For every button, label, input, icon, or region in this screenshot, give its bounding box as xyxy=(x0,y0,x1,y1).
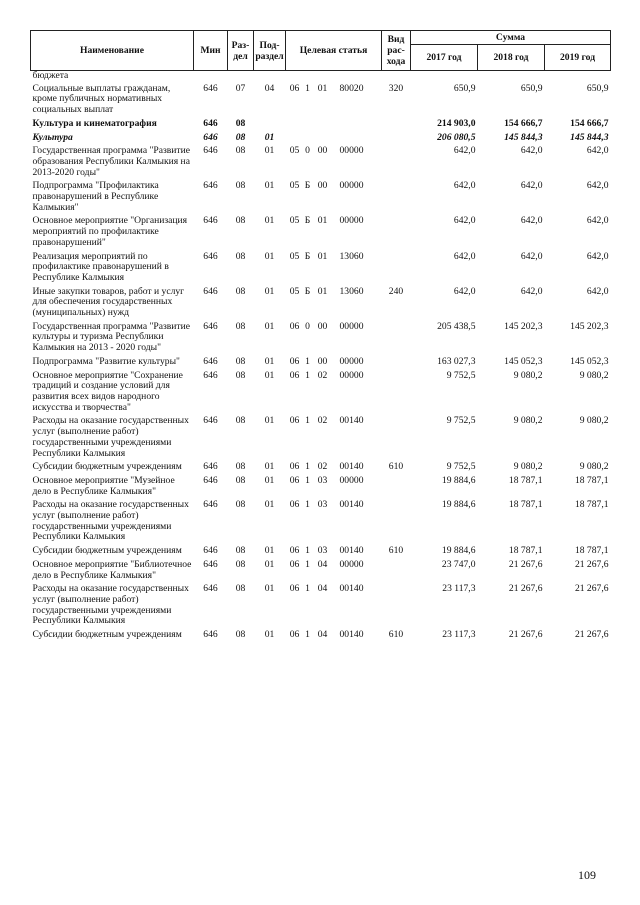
table-body xyxy=(31,71,611,644)
target-code-part: 06 xyxy=(289,545,300,557)
target-code-part: 1 xyxy=(305,499,310,511)
row-podrazdel xyxy=(254,119,286,133)
table-row xyxy=(31,416,611,462)
target-code-part: 80020 xyxy=(339,82,364,94)
target-code-part: 1 xyxy=(305,82,310,94)
row-amount-2018: 21 267,6 xyxy=(508,583,543,595)
row-amount-2018: 650,9 xyxy=(520,82,543,94)
target-code-part: 06 xyxy=(289,499,300,511)
row-name: Подпрограмма "Развитие культуры" xyxy=(32,355,180,367)
target-code-part: Б xyxy=(304,180,311,192)
row-name: Расходы на оказание государственных услуг (выполнение работ) государственными учреждениями Республики Калмыкия xyxy=(32,499,189,543)
row-min: 646 xyxy=(203,415,218,427)
table-row xyxy=(31,476,611,500)
row-razdel: 08 xyxy=(235,583,246,595)
target-code-part: 1 xyxy=(305,629,310,641)
target-code-part: 00000 xyxy=(339,369,364,381)
target-code-part: 1 xyxy=(305,461,310,473)
target-code-part: 01 xyxy=(317,82,328,94)
row-target-code xyxy=(286,252,382,287)
target-code-part: 1 xyxy=(305,415,310,427)
target-code-part: Б xyxy=(304,215,311,227)
row-amount-2019: 642,0 xyxy=(586,215,609,227)
row-name: Расходы на оказание государственных услуг (выполнение работ) государственными учреждениями Республики Калмыкия xyxy=(32,415,189,459)
row-podrazdel: 01 xyxy=(264,461,275,473)
target-code-part: 00140 xyxy=(339,499,364,511)
header-target: Целевая статья xyxy=(286,31,382,71)
row-amount-2017: 23 117,3 xyxy=(442,583,476,595)
row-amount-2018 xyxy=(478,71,545,84)
row-amount-2018: 21 267,6 xyxy=(508,558,543,570)
row-vid xyxy=(382,584,411,630)
target-code-part: 06 xyxy=(289,583,300,595)
header-razdel: Раз-дел xyxy=(228,31,254,71)
target-code-part: 04 xyxy=(317,583,328,595)
row-podrazdel: 01 xyxy=(264,499,275,511)
row-target-code xyxy=(286,630,382,644)
row-name: Государственная программа "Развитие образования Республики Калмыкия на 2013-2020 годы" xyxy=(32,145,191,178)
row-amount-2019 xyxy=(545,71,611,84)
row-razdel: 08 xyxy=(235,558,246,570)
row-name: Субсидии бюджетным учреждениям xyxy=(32,545,182,557)
row-amount-2019: 642,0 xyxy=(586,180,609,192)
row-amount-2019: 642,0 xyxy=(586,250,609,262)
target-code-part: 06 xyxy=(289,474,300,486)
row-amount-2017: 19 884,6 xyxy=(441,474,476,486)
row-amount-2017: 19 884,6 xyxy=(441,499,476,511)
row-name: Реализация мероприятий по профилактике правонарушений в Республике Калмыкия xyxy=(32,250,169,283)
row-target-code xyxy=(286,181,382,216)
row-vid: 610 xyxy=(388,545,404,557)
row-vid xyxy=(382,252,411,287)
row-amount-2019: 21 267,6 xyxy=(574,629,609,641)
row-vid: 610 xyxy=(388,629,404,641)
row-vid xyxy=(382,560,411,584)
row-razdel: 08 xyxy=(235,285,246,297)
row-target-code xyxy=(286,462,382,476)
row-name: Субсидии бюджетным учреждениям xyxy=(32,461,182,473)
row-min: 646 xyxy=(203,629,218,641)
row-amount-2017: 23 747,0 xyxy=(441,558,476,570)
row-amount-2017: 642,0 xyxy=(453,285,476,297)
header-name: Наименование xyxy=(31,31,194,71)
target-code-part: 04 xyxy=(317,558,328,570)
row-vid xyxy=(382,119,411,133)
row-target-code xyxy=(286,71,382,84)
row-name: Основное мероприятие "Сохранение традиций и создание условий для развития всех видов народного искусства и творчества" xyxy=(32,369,183,413)
row-amount-2018: 145 202,3 xyxy=(504,320,543,332)
table-row xyxy=(31,71,611,84)
row-name: Основное мероприятие "Музейное дело в Республике Калмыкия" xyxy=(32,474,175,497)
header-year-2019: 2019 год xyxy=(545,45,611,71)
target-code-part: 06 xyxy=(289,355,300,367)
table-row xyxy=(31,546,611,560)
target-code-part: 05 xyxy=(289,145,300,157)
target-code-part: 00000 xyxy=(339,180,364,192)
row-podrazdel: 01 xyxy=(264,369,275,381)
target-code-part: 06 xyxy=(289,461,300,473)
row-amount-2018: 9 080,2 xyxy=(513,461,543,473)
row-vid xyxy=(382,181,411,216)
target-code-part: 1 xyxy=(305,583,310,595)
row-min: 646 xyxy=(203,558,218,570)
row-amount-2018: 18 787,1 xyxy=(508,499,543,511)
row-vid xyxy=(382,322,411,357)
row-min: 646 xyxy=(203,545,218,557)
row-min: 646 xyxy=(203,117,218,129)
table-row xyxy=(31,181,611,216)
row-name: Расходы на оказание государственных услуг (выполнение работ) государственными учреждениями Республики Калмыкия xyxy=(32,583,189,627)
header-podrazdel: Под-раздел xyxy=(254,31,286,71)
row-target-code xyxy=(286,476,382,500)
row-amount-2019: 21 267,6 xyxy=(574,583,609,595)
row-min: 646 xyxy=(203,461,218,473)
row-podrazdel: 01 xyxy=(264,320,275,332)
row-name: Основное мероприятие "Библиотечное дело в Республике Калмыкия" xyxy=(32,558,192,581)
table-row xyxy=(31,357,611,371)
row-podrazdel: 01 xyxy=(264,558,275,570)
row-razdel: 08 xyxy=(235,461,246,473)
row-amount-2019: 145 844,3 xyxy=(570,131,609,143)
budget-document xyxy=(30,30,610,644)
row-vid xyxy=(382,216,411,251)
row-target-code xyxy=(286,371,382,417)
row-target-code xyxy=(286,84,382,119)
row-amount-2019: 154 666,7 xyxy=(570,117,609,129)
row-podrazdel: 04 xyxy=(264,82,275,94)
row-vid xyxy=(382,133,411,147)
row-min: 646 xyxy=(203,320,218,332)
row-amount-2017: 214 903,0 xyxy=(437,117,476,129)
row-target-code xyxy=(286,287,382,322)
row-vid xyxy=(382,357,411,371)
row-razdel: 08 xyxy=(235,131,246,143)
target-code-part: 13060 xyxy=(339,250,364,262)
header-year-2018: 2018 год xyxy=(478,45,545,71)
table-row xyxy=(31,560,611,584)
target-code-part: 02 xyxy=(317,415,328,427)
target-code-part: 1 xyxy=(305,545,310,557)
table-row xyxy=(31,630,611,644)
row-amount-2017: 23 117,3 xyxy=(442,629,476,641)
target-code-part: 06 xyxy=(289,369,300,381)
target-code-part: 03 xyxy=(317,545,328,557)
row-vid xyxy=(382,476,411,500)
row-min: 646 xyxy=(203,215,218,227)
row-name: Иные закупки товаров, работ и услуг для обеспечения государственных (муниципальных) нужд xyxy=(32,285,185,319)
row-podrazdel: 01 xyxy=(264,131,275,143)
target-code-part: 1 xyxy=(305,355,310,367)
target-code-part: 00000 xyxy=(339,355,364,367)
row-vid: 240 xyxy=(388,285,404,297)
target-code-part: 0 xyxy=(305,320,310,332)
target-code-part: 05 xyxy=(289,285,300,297)
row-target-code xyxy=(286,119,382,133)
row-razdel: 08 xyxy=(235,415,246,427)
row-razdel: 08 xyxy=(235,145,246,157)
row-vid: 320 xyxy=(388,82,404,94)
row-name: Основное мероприятие "Организация мероприятий по профилактике правонарушений" xyxy=(32,215,188,248)
row-amount-2018: 21 267,6 xyxy=(508,629,543,641)
row-amount-2017: 163 027,3 xyxy=(437,355,476,367)
row-target-code xyxy=(286,416,382,462)
row-amount-2019: 9 080,2 xyxy=(579,415,609,427)
target-code-part: 01 xyxy=(317,215,328,227)
row-amount-2017: 19 884,6 xyxy=(441,545,476,557)
row-min: 646 xyxy=(203,369,218,381)
row-vid xyxy=(382,146,411,181)
target-code-part: 03 xyxy=(317,474,328,486)
row-podrazdel: 01 xyxy=(264,145,275,157)
header-year-2017: 2017 год xyxy=(411,45,478,71)
table-row xyxy=(31,584,611,630)
row-amount-2017: 9 752,5 xyxy=(446,415,476,427)
row-razdel: 08 xyxy=(235,499,246,511)
row-vid xyxy=(382,416,411,462)
target-code-part: 1 xyxy=(305,558,310,570)
target-code-part: 00 xyxy=(317,320,328,332)
target-code-part: 06 xyxy=(289,82,300,94)
target-code-part: 05 xyxy=(289,215,300,227)
row-amount-2017: 9 752,5 xyxy=(446,369,476,381)
row-name: Субсидии бюджетным учреждениям xyxy=(32,629,182,641)
target-code-part: 03 xyxy=(317,499,328,511)
row-razdel: 08 xyxy=(235,250,246,262)
row-amount-2019: 18 787,1 xyxy=(574,545,609,557)
target-code-part: 05 xyxy=(289,250,300,262)
target-code-part: 06 xyxy=(289,415,300,427)
row-name: Государственная программа "Развитие культуры и туризма Республики Калмыкия на 2013 - 2020 годы" xyxy=(32,320,191,354)
row-amount-2019: 642,0 xyxy=(586,145,609,157)
page-number: 109 xyxy=(578,868,596,882)
target-code-part: 00140 xyxy=(339,545,364,557)
table-row xyxy=(31,119,611,133)
row-amount-2017: 206 080,5 xyxy=(437,131,476,143)
target-code-part: 06 xyxy=(289,320,300,332)
row-min: 646 xyxy=(203,583,218,595)
target-code-part: 00000 xyxy=(339,145,364,157)
row-target-code xyxy=(286,133,382,147)
row-amount-2018: 642,0 xyxy=(520,250,543,262)
row-target-code xyxy=(286,500,382,546)
row-amount-2018: 145 844,3 xyxy=(504,131,543,143)
row-target-code xyxy=(286,357,382,371)
row-amount-2018: 9 080,2 xyxy=(513,415,543,427)
row-amount-2018: 18 787,1 xyxy=(508,545,543,557)
row-amount-2018: 642,0 xyxy=(520,180,543,192)
table-row xyxy=(31,146,611,181)
table-row xyxy=(31,322,611,357)
row-amount-2019: 642,0 xyxy=(586,285,609,297)
target-code-part: 00000 xyxy=(339,215,364,227)
target-code-part: 1 xyxy=(305,474,310,486)
row-amount-2018: 18 787,1 xyxy=(508,474,543,486)
table-header xyxy=(31,31,611,71)
row-name: Подпрограмма "Профилактика правонарушений в Республике Калмыкия" xyxy=(32,180,159,213)
row-razdel: 07 xyxy=(235,82,246,94)
row-amount-2017 xyxy=(411,71,478,84)
table-row xyxy=(31,84,611,119)
row-amount-2018: 154 666,7 xyxy=(504,117,543,129)
table-row xyxy=(31,252,611,287)
row-name: Социальные выплаты гражданам, кроме публичных нормативных социальных выплат xyxy=(32,82,171,116)
row-min: 646 xyxy=(203,474,218,486)
row-amount-2019: 21 267,6 xyxy=(574,558,609,570)
row-podrazdel: 01 xyxy=(264,250,275,262)
table-row xyxy=(31,216,611,251)
row-amount-2017: 642,0 xyxy=(453,145,476,157)
target-code-part: 06 xyxy=(289,558,300,570)
row-razdel: 08 xyxy=(235,180,246,192)
target-code-part: 00000 xyxy=(339,474,364,486)
row-name: Культура xyxy=(32,131,73,143)
row-min: 646 xyxy=(203,499,218,511)
row-amount-2018: 642,0 xyxy=(520,285,543,297)
target-code-part: 00 xyxy=(317,180,328,192)
row-name: Культура и кинематография xyxy=(32,117,157,129)
table-row xyxy=(31,133,611,147)
target-code-part: 00140 xyxy=(339,461,364,473)
row-podrazdel: 01 xyxy=(264,215,275,227)
header-min: Мин xyxy=(194,31,228,71)
row-amount-2019: 9 080,2 xyxy=(579,369,609,381)
row-vid: 610 xyxy=(388,461,404,473)
row-amount-2019: 18 787,1 xyxy=(574,499,609,511)
row-amount-2018: 642,0 xyxy=(520,145,543,157)
target-code-part: 04 xyxy=(317,629,328,641)
row-razdel: 08 xyxy=(235,117,246,129)
row-target-code xyxy=(286,560,382,584)
target-code-part: 0 xyxy=(305,145,310,157)
row-podrazdel: 01 xyxy=(264,629,275,641)
target-code-part: 00140 xyxy=(339,583,364,595)
row-amount-2019: 18 787,1 xyxy=(574,474,609,486)
header-vid: Вид рас-хода xyxy=(382,31,411,71)
row-target-code xyxy=(286,322,382,357)
row-min: 646 xyxy=(203,285,218,297)
row-amount-2017: 642,0 xyxy=(453,180,476,192)
row-vid xyxy=(382,71,411,84)
target-code-part: 00 xyxy=(317,145,328,157)
row-razdel: 08 xyxy=(235,320,246,332)
row-amount-2017: 205 438,5 xyxy=(437,320,476,332)
row-amount-2017: 642,0 xyxy=(453,215,476,227)
row-min: 646 xyxy=(203,145,218,157)
row-podrazdel: 01 xyxy=(264,415,275,427)
table-row xyxy=(31,287,611,322)
row-min: 646 xyxy=(203,82,218,94)
row-razdel: 08 xyxy=(235,215,246,227)
row-razdel: 08 xyxy=(235,474,246,486)
row-name: бюджета xyxy=(32,70,69,81)
row-min xyxy=(194,71,228,84)
row-amount-2017: 9 752,5 xyxy=(446,461,476,473)
row-amount-2019: 145 202,3 xyxy=(570,320,609,332)
row-podrazdel: 01 xyxy=(264,180,275,192)
target-code-part: 00000 xyxy=(339,558,364,570)
row-podrazdel: 01 xyxy=(264,474,275,486)
row-amount-2018: 642,0 xyxy=(520,215,543,227)
header-summa: Сумма xyxy=(411,31,611,45)
target-code-part: 00140 xyxy=(339,415,364,427)
row-min: 646 xyxy=(203,180,218,192)
target-code-part: 02 xyxy=(317,461,328,473)
target-code-part: 01 xyxy=(317,285,328,297)
row-vid xyxy=(382,500,411,546)
row-podrazdel: 01 xyxy=(264,545,275,557)
target-code-part: 01 xyxy=(317,250,328,262)
row-amount-2018: 9 080,2 xyxy=(513,369,543,381)
budget-table xyxy=(30,30,611,644)
row-min: 646 xyxy=(203,131,218,143)
row-razdel: 08 xyxy=(235,355,246,367)
target-code-part: 00140 xyxy=(339,629,364,641)
row-razdel xyxy=(228,71,254,84)
table-row xyxy=(31,371,611,417)
row-podrazdel: 01 xyxy=(264,355,275,367)
row-min: 646 xyxy=(203,250,218,262)
row-amount-2019: 650,9 xyxy=(586,82,609,94)
row-razdel: 08 xyxy=(235,545,246,557)
target-code-part: 00 xyxy=(317,355,328,367)
target-code-part: 13060 xyxy=(339,285,364,297)
target-code-part: 1 xyxy=(305,369,310,381)
row-razdel: 08 xyxy=(235,369,246,381)
row-podrazdel: 01 xyxy=(264,583,275,595)
table-row xyxy=(31,500,611,546)
target-code-part: 05 xyxy=(289,180,300,192)
target-code-part: 02 xyxy=(317,369,328,381)
row-amount-2019: 145 052,3 xyxy=(570,355,609,367)
row-podrazdel: 01 xyxy=(264,285,275,297)
target-code-part: Б xyxy=(304,250,311,262)
row-target-code xyxy=(286,146,382,181)
row-razdel: 08 xyxy=(235,629,246,641)
target-code-part: 06 xyxy=(289,629,300,641)
row-target-code xyxy=(286,584,382,630)
row-amount-2017: 650,9 xyxy=(453,82,476,94)
row-podrazdel xyxy=(254,71,286,84)
target-code-part: Б xyxy=(304,285,311,297)
row-amount-2017: 642,0 xyxy=(453,250,476,262)
row-amount-2018: 145 052,3 xyxy=(504,355,543,367)
row-amount-2019: 9 080,2 xyxy=(579,461,609,473)
row-target-code xyxy=(286,546,382,560)
row-vid xyxy=(382,371,411,417)
table-row xyxy=(31,462,611,476)
row-target-code xyxy=(286,216,382,251)
row-min: 646 xyxy=(203,355,218,367)
target-code-part: 00000 xyxy=(339,320,364,332)
